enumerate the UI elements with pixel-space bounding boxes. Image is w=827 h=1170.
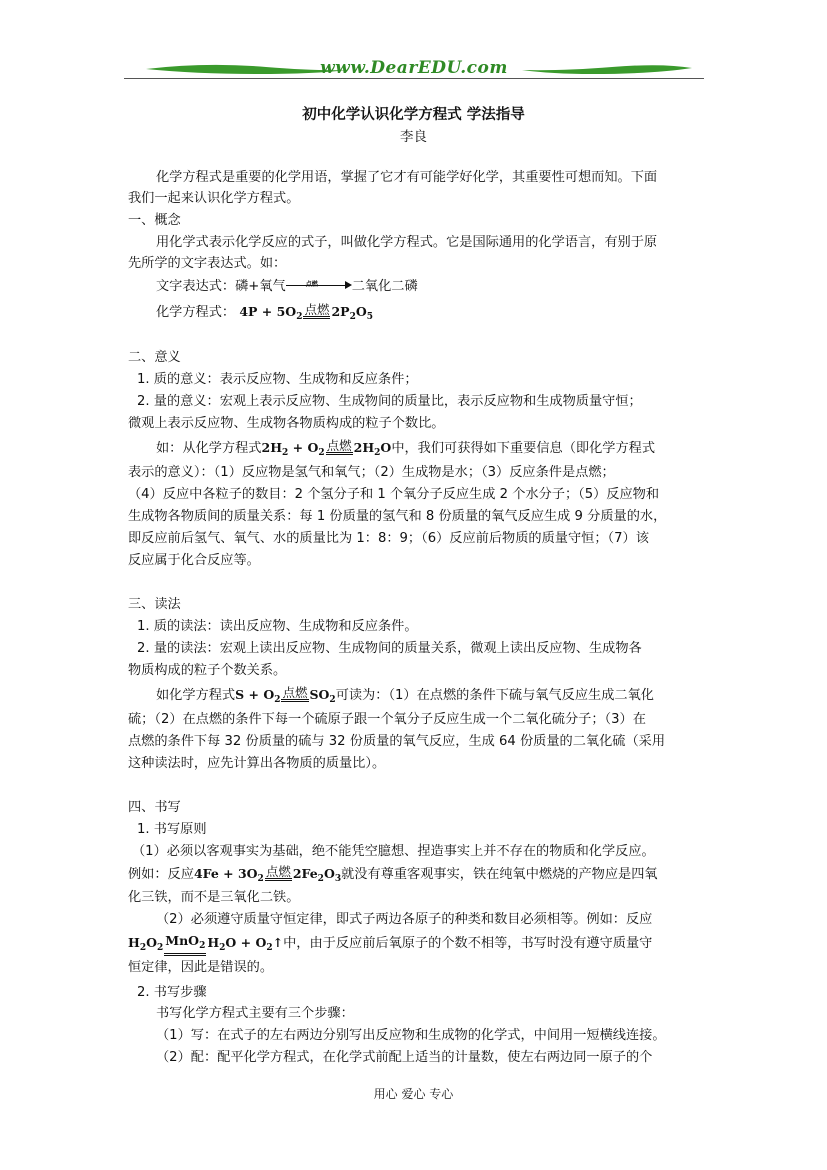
- gas-arrow-icon: ↑: [272, 935, 284, 950]
- chem-equation-label: 化学方程式：: [156, 305, 236, 320]
- equation-catalyst: MnO$_2$: [164, 934, 206, 956]
- word-equation-label: 文字表达式：磷+氧气: [156, 279, 286, 294]
- page-footer: 用心 爱心 专心: [373, 1087, 454, 1101]
- s2-line-1: 表示的意义）：（1）反应物是氢气和氧气；（2）生成物是水；（3）反应条件是点燃；: [128, 465, 615, 480]
- word-equation-product: 二氧化二磷: [351, 279, 418, 294]
- s3-line-3: 这种读法时，应先计算出各物质的质量比）。: [128, 756, 386, 771]
- logo-text: www.DearEDU.com: [320, 58, 508, 78]
- s3-example-line: 如化学方程式$S + O_2$ 点燃 $SO_2$可读为：（1）在点燃的条件下硫与氧气反应生成二氧化: [156, 685, 654, 705]
- section-3-heading: 三、读法: [128, 597, 181, 612]
- s4-p1-end: 化三铁，而不是三氧化二铁。: [128, 890, 300, 905]
- s2-item-2b: 微观上表示反应物、生成物各物质构成的粒子个数比。: [128, 416, 445, 431]
- equation-condition: 点燃: [265, 864, 291, 879]
- reaction-arrow-icon: [286, 278, 352, 290]
- s3-item-2: 2. 量的读法：宏观上读出反应物、生成物间的质量关系，微观上读出反应物、生成物各: [137, 641, 642, 656]
- s4-p2-example: $H_2O_2$ MnO$_2$ $H_2O$ + $O_2↑$中，由于反应前后氧原子的个数不相等，书写时没有遵守质量守: [128, 932, 652, 959]
- s4-sub-2: 2. 书写步骤: [137, 985, 207, 1000]
- s2-line-5: 反应属于化合反应等。: [128, 553, 260, 568]
- chemical-equation-example: [156, 301, 373, 328]
- equation-fe-o2: $4Fe + 3O_2$ 点燃 $2Fe_2O_3$: [193, 864, 342, 884]
- document-author: 李良: [400, 129, 427, 145]
- s3-line-1: 硫；（2）在点燃的条件下每一个硫原子跟一个氧分子反应生成一个二氧化硫分子；（3）在: [128, 712, 646, 727]
- s1-line-2: 先所学的文字表达式。如：: [128, 256, 287, 271]
- intro-line-1: 化学方程式是重要的化学用语，掌握了它才有可能学好化学，其重要性可想而知。下面: [156, 170, 658, 185]
- s2-line-3: 生成物各物质间的质量关系：每 1 份质量的氢气和 8 份质量的氧气反应生成 9 分质量的水，: [128, 509, 667, 524]
- s4-p1: （1）必须以客观事实为基础，绝不能凭空臆想、捏造事实上并不存在的物质和化学反应。: [132, 844, 655, 859]
- equation-h2o2: $H_2O_2$ MnO$_2$ $H_2O$ + $O_2↑$: [128, 935, 283, 950]
- site-logo-banner: [124, 56, 704, 84]
- s2-line-4: 即反应前后氢气、氧气、水的质量比为 1：8：9；（6）反应前后物质的质量守恒；（7）该: [128, 531, 649, 546]
- s4-p2: （2）必须遵守质量守恒定律，即式子两边各原子的种类和数目必须相等。例如：反应: [156, 912, 653, 927]
- section-1-heading: 一、概念: [128, 213, 181, 228]
- s4-sub-1: 1. 书写原则: [137, 822, 207, 837]
- word-equation: [156, 276, 418, 297]
- equation-condition: 点燃: [304, 302, 330, 317]
- header-divider: [124, 78, 704, 79]
- s4-step-1: （1）写：在式子的左右两边分别写出反应物和生成物的化学式，中间用一短横线连接。: [156, 1028, 666, 1043]
- equation-condition: 点燃: [282, 685, 308, 700]
- s3-item-2b: 物质构成的粒子个数关系。: [128, 663, 287, 678]
- section-4-heading: 四、书写: [128, 800, 181, 815]
- s4-p2-end: 恒定律，因此是错误的。: [128, 960, 274, 975]
- equation-h2-o2: $2H_2 + O_2$ 点燃 $2H_2O$: [261, 438, 392, 458]
- s1-line-1: 用化学式表示化学反应的式子，叫做化学方程式。它是国际通用的化学语言，有别于原: [156, 235, 658, 250]
- s2-item-2: 2. 量的意义：宏观上表示反应物、生成物间的质量比，表示反应物和生成物质量守恒；: [137, 394, 642, 409]
- s3-line-2: 点燃的条件下每 32 份质量的硫与 32 份质量的氧气反应，生成 64 份质量的二氧化硫（采用: [128, 734, 666, 749]
- s4-step-2: （2）配：配平化学方程式，在化学式前配上适当的计量数，使左右两边同一原子的个: [156, 1050, 653, 1065]
- s2-item-1: 1. 质的意义：表示反应物、生成物和反应条件；: [137, 372, 418, 387]
- document-title: 初中化学认识化学方程式 学法指导: [302, 107, 525, 123]
- s2-line-2: （4）反应中各粒子的数目：2 个氢分子和 1 个氧分子反应生成 2 个水分子；（5）反应物和: [128, 487, 660, 502]
- equation-p-o2: $4P + 5O_2$ 点燃 $2P_2O_5$: [239, 302, 374, 322]
- section-2-heading: 二、意义: [128, 350, 181, 365]
- intro-line-2: 我们一起来认识化学方程式。: [128, 191, 300, 206]
- s4-steps-intro: 书写化学方程式主要有三个步骤：: [156, 1006, 354, 1021]
- s4-p1-example: 例如：反应$4Fe + 3O_2$ 点燃 $2Fe_2O_3$就没有尊重客观事实，铁在纯氧中燃烧的产物应是四氧: [128, 864, 658, 884]
- s3-item-1: 1. 质的读法：读出反应物、生成物和反应条件。: [137, 619, 418, 634]
- equation-s-o2: $S + O_2$ 点燃 $SO_2$: [235, 685, 336, 705]
- s2-example-line: 如：从化学方程式$2H_2 + O_2$ 点燃 $2H_2O$中，我们可获得如下重要信息（即化学方程式: [156, 438, 656, 458]
- equation-condition: 点燃: [326, 438, 352, 453]
